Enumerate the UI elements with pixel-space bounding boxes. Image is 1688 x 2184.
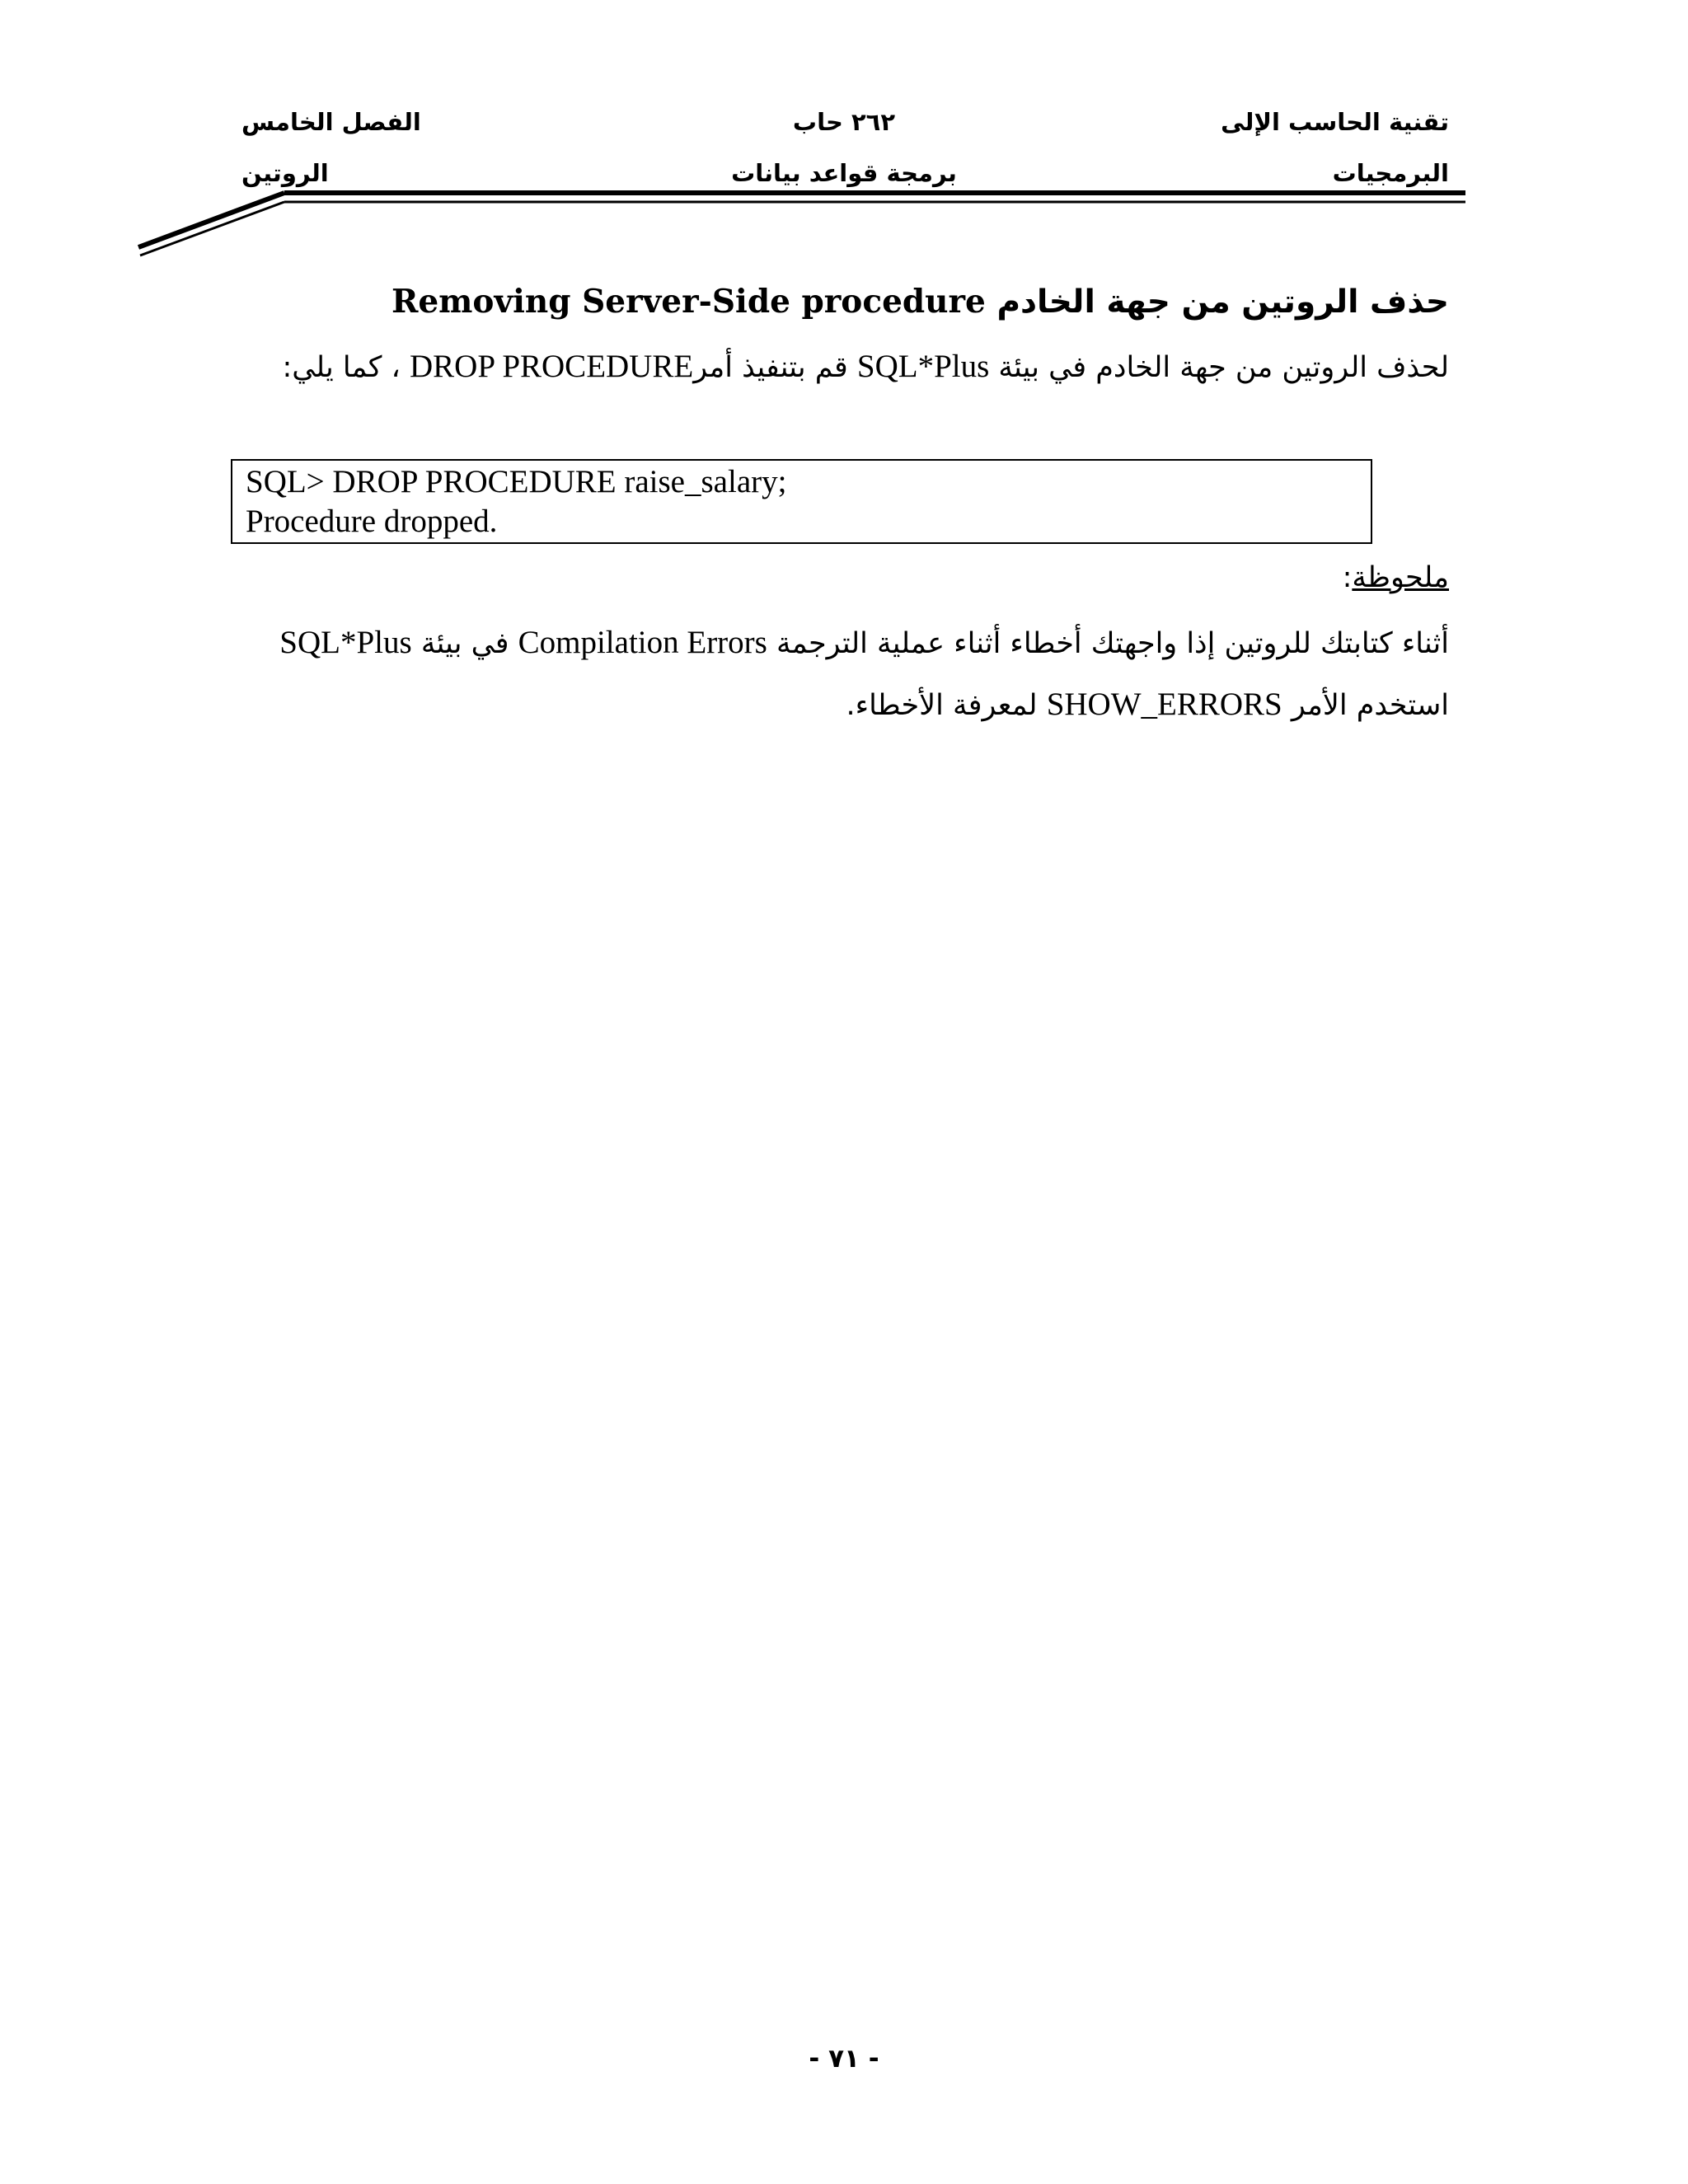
header-course-title: برمجة قواعد بيانات [731, 159, 957, 187]
note-text-2: في بيئة [420, 627, 509, 660]
note-paragraph-line-2 [846, 684, 1449, 726]
note-env: SQL*Plus [279, 625, 412, 660]
header-chapter: الفصل الخامس [241, 108, 421, 136]
intro-text-3: ، كما يلي: [282, 351, 401, 384]
page-number: - ٧١ - [809, 2044, 879, 2074]
note-label [1343, 557, 1449, 598]
header-divider [0, 0, 1688, 280]
intro-paragraph [282, 346, 1449, 388]
note-text-4: لمعرفة الأخطاء. [846, 689, 1038, 722]
intro-text-2: قم بتنفيذ أمر [693, 351, 848, 384]
header-specialization: البرمجيات [1332, 159, 1449, 187]
section-title-english: Removing Server-Side procedure [391, 283, 986, 321]
code-line-1: SQL> DROP PROCEDURE raise_salary; [246, 464, 787, 499]
header-course-code: ٢٦٢ حاب [792, 108, 896, 136]
section-title-arabic: حذف الروتين من جهة الخادم [996, 284, 1449, 321]
note-command: SHOW_ERRORS [1046, 687, 1282, 722]
header-department: تقنية الحاسب الإلى [1221, 108, 1449, 136]
note-label-text: ملحوظة [1352, 561, 1449, 594]
section-title [392, 280, 1449, 324]
code-line-2: Procedure dropped. [246, 504, 498, 539]
note-label-colon: : [1342, 561, 1353, 594]
intro-env: SQL*Plus [856, 349, 990, 384]
code-box [231, 459, 1372, 544]
note-paragraph-line-1 [279, 622, 1449, 664]
note-term: Compilation Errors [518, 625, 767, 660]
intro-command: DROP PROCEDURE [409, 349, 694, 384]
note-text-3: استخدم الأمر [1291, 689, 1449, 722]
intro-text-1: لحذف الروتين من جهة الخادم في بيئة [998, 351, 1449, 384]
header-divider-lines [138, 193, 1465, 255]
note-text-1: أثناء كتابتك للروتين إذا واجهتك أخطاء أثناء عملية الترجمة [776, 627, 1449, 660]
header-chapter-topic: الروتين [241, 159, 329, 187]
